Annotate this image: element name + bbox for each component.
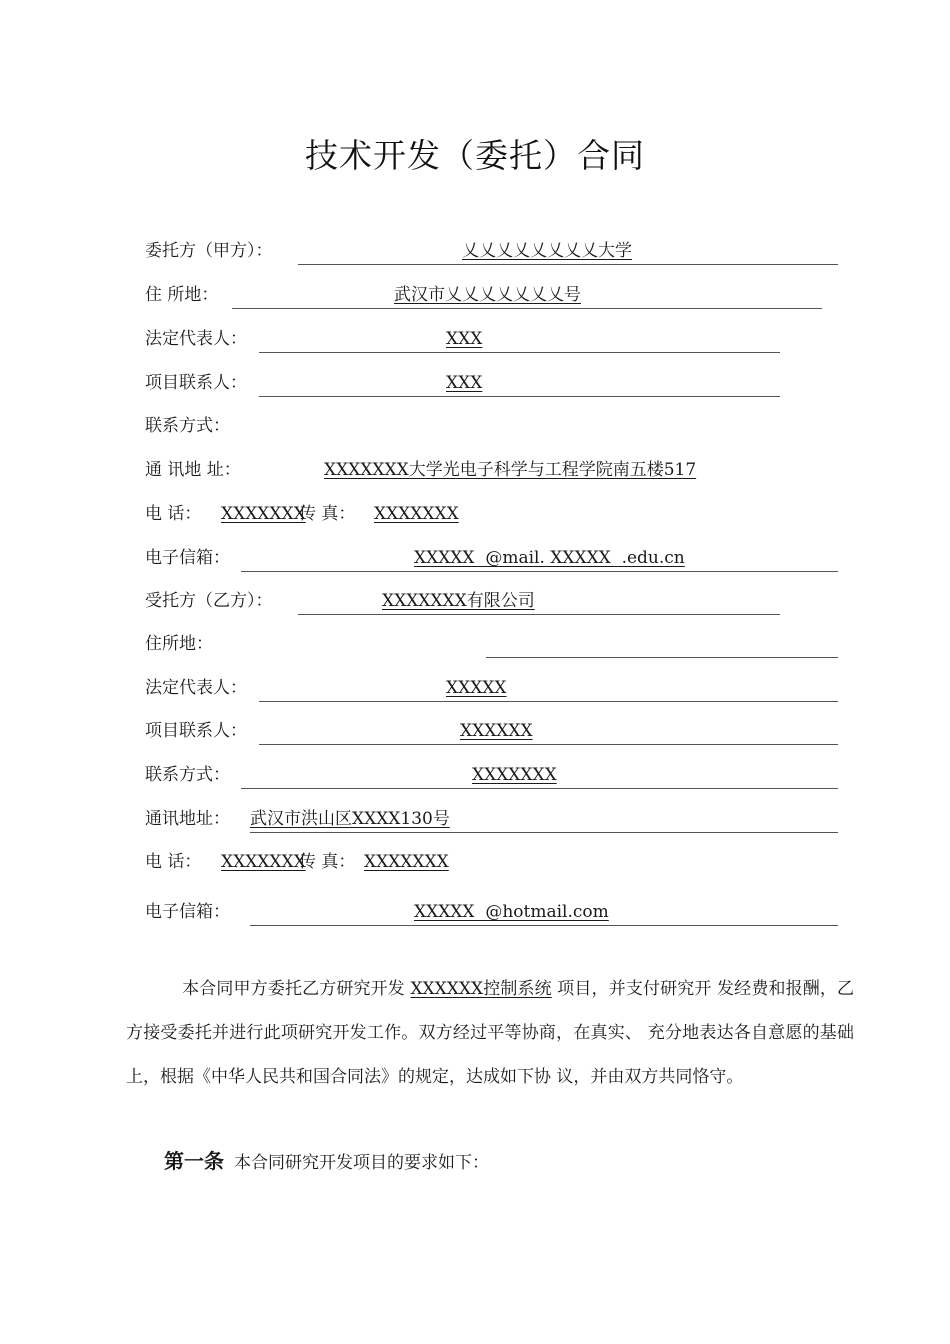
party-b-phone-label: 电 话： (145, 852, 202, 872)
party-b-name-value: XXXXXXX有限公司 (382, 591, 535, 611)
party-a-mail-address-label: 通 讯地 址： (145, 460, 241, 480)
preamble-part2: 项目，并支付研究开 发经费和报酬，乙方接受委托并进行此项研究开发工作。双方经过平等协商，在真实、 充分地表达各自意愿的基础上，根据《中华人民共和国合同法》的规定，达成如下协 议，并由双方共同恪守。 (126, 979, 854, 1087)
party-a-fax-label: 传 真： (299, 504, 356, 524)
party-b-address-label: 住所地： (145, 634, 213, 654)
party-b-mail-address-value: 武汉市洪山区XXXX130号 (250, 809, 450, 829)
party-a-contact-person-row (0, 370, 950, 396)
party-a-phone-row (0, 501, 950, 527)
contract-title: 技术开发（委托）合同 (305, 136, 645, 175)
party-a-legal-rep-row (0, 326, 950, 352)
party-a-contact-person-label: 项目联系人： (145, 373, 247, 393)
party-b-email-value: XXXXX @hotmail.com (414, 902, 609, 922)
party-b-contact-person-value: XXXXXX (460, 721, 533, 741)
party-b-contact-info-row (0, 762, 950, 788)
party-a-address-value: 武汉市乂乂乂乂乂乂乂号 (394, 285, 581, 305)
party-b-email-row (0, 899, 950, 925)
party-a-contact-info-label: 联系方式： (145, 416, 230, 436)
party-b-fax-value: XXXXXXX (364, 852, 449, 872)
party-b-contact-person-row (0, 718, 950, 744)
party-b-name-line (298, 588, 780, 615)
party-a-contact-person-value: XXX (446, 373, 483, 393)
party-b-legal-rep-value: XXXXX (446, 678, 507, 698)
party-b-legal-rep-row (0, 675, 950, 701)
article-1 (164, 1148, 489, 1176)
party-b-legal-rep-line (259, 675, 838, 702)
preamble-project-name: XXXXXX控制系统 (410, 979, 552, 999)
party-a-address-row (0, 282, 950, 308)
party-a-address-label: 住 所地： (145, 285, 219, 305)
article-1-heading: 第一条 (164, 1149, 224, 1173)
party-a-email-row (0, 545, 950, 571)
party-b-address-line (486, 631, 838, 658)
party-b-contact-info-label: 联系方式： (145, 765, 230, 785)
party-b-phone-row (0, 849, 950, 875)
party-b-mail-address-row (0, 806, 950, 832)
party-b-mail-address-label: 通讯地址： (145, 809, 230, 829)
party-a-contact-person-line (259, 370, 780, 397)
party-b-name-row (0, 588, 950, 614)
party-a-fax-value: XXXXXXX (374, 504, 459, 524)
party-a-email-label: 电子信箱： (145, 548, 230, 568)
preamble-part1: 本合同甲方委托乙方研究开发 (182, 979, 411, 999)
party-a-phone-value: XXXXXXX (221, 504, 306, 524)
party-b-legal-rep-label: 法定代表人： (145, 678, 247, 698)
party-a-legal-rep-line (259, 326, 780, 353)
party-a-contact-info-row (0, 413, 950, 439)
party-a-name-row (0, 238, 950, 264)
party-b-name-label: 受托方（乙方）： (145, 591, 273, 611)
party-b-phone-value: XXXXXXX (221, 852, 306, 872)
party-a-mail-address-row (0, 457, 950, 483)
party-b-contact-person-label: 项目联系人： (145, 721, 247, 741)
party-b-email-label: 电子信箱： (145, 902, 230, 922)
party-a-legal-rep-label: 法定代表人： (145, 329, 247, 349)
article-1-text: 本合同研究开发项目的要求如下： (234, 1153, 489, 1173)
party-a-phone-label: 电 话： (145, 504, 202, 524)
preamble-paragraph (126, 967, 854, 1099)
party-b-contact-person-line (259, 718, 838, 745)
party-b-address-row (0, 631, 950, 657)
party-b-contact-info-value: XXXXXXX (472, 765, 557, 785)
party-a-name-label: 委托方（甲方）： (145, 241, 273, 261)
party-b-fax-label: 传 真： (299, 852, 356, 872)
party-a-name-value: 乂乂乂乂乂乂乂乂大学 (462, 241, 632, 261)
party-a-mail-address-value: XXXXXXX大学光电子科学与工程学院南五楼517 (324, 460, 697, 480)
party-a-email-value: XXXXX @mail. XXXXX .edu.cn (414, 548, 685, 568)
party-a-legal-rep-value: XXX (446, 329, 483, 349)
